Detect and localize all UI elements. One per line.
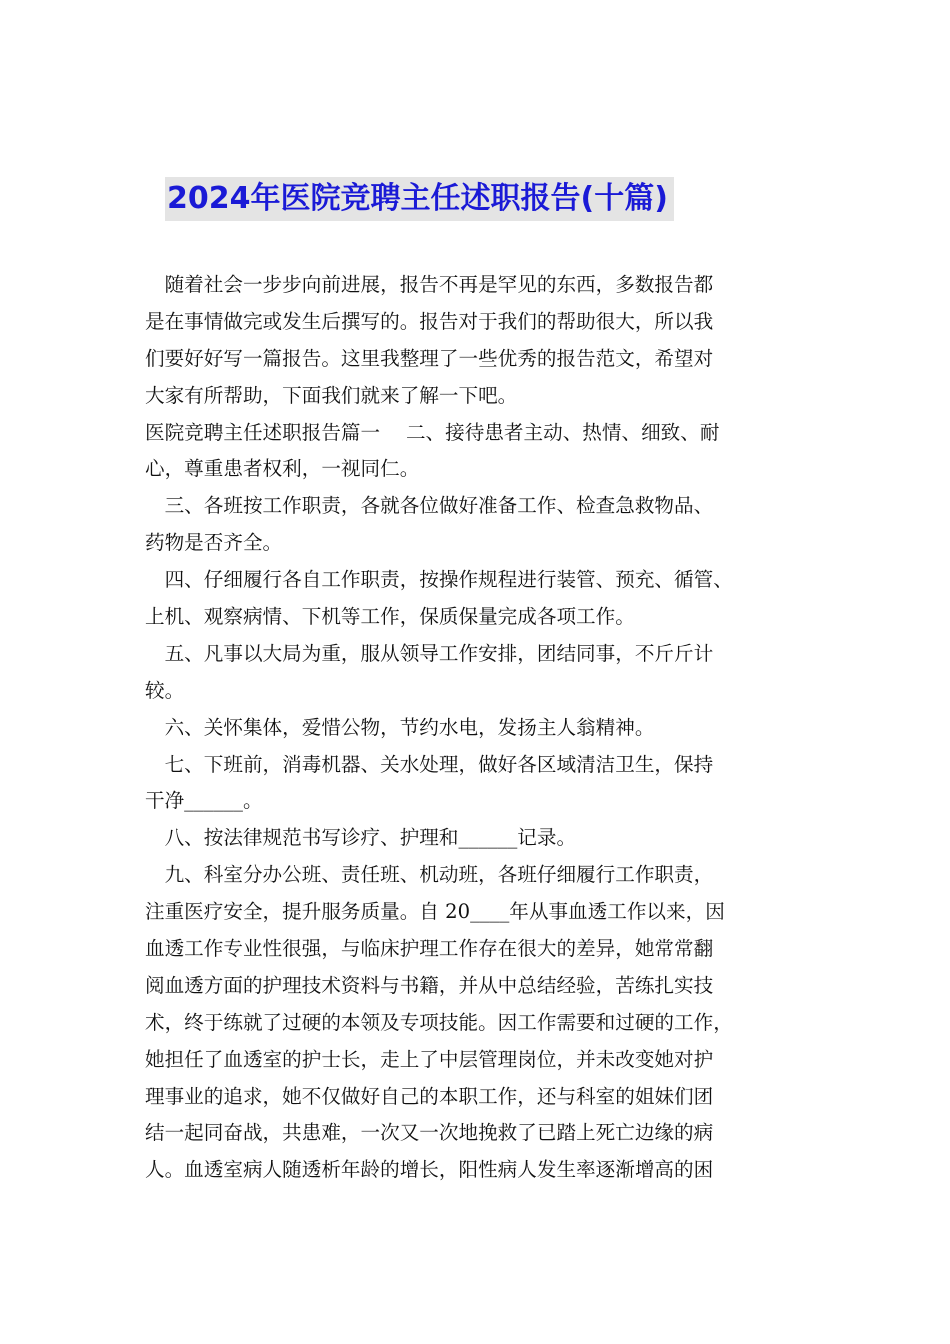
body-line: 八、按法律规范书写诊疗、护理和______记录。 <box>145 826 577 850</box>
body-line: 七、下班前，消毒机器、关水处理，做好各区域清洁卫生，保持 <box>145 752 714 776</box>
body-line: 随着社会一步步向前进展，报告不再是罕见的东西，多数报告都 <box>145 273 714 296</box>
body-line: 理事业的追求，她不仅做好自己的本职工作，还与科室的姐妹们团 <box>145 1084 714 1108</box>
body-line: 上机、观察病情、下机等工作，保质保量完成各项工作。 <box>145 605 635 629</box>
body-line: 四、仔细履行各自工作职责，按操作规程进行装管、预充、循管、 <box>145 568 733 592</box>
body-line: 她担任了血透室的护士长，走上了中层管理岗位，并未改变她对护 <box>145 1047 714 1071</box>
body-line: 人。血透室病人随透析年龄的增长，阳性病人发生率逐渐增高的困 <box>145 1158 714 1182</box>
document-title: 2024年医院竞聘主任述职报告(十篇) <box>165 177 674 221</box>
document-body <box>145 267 813 1189</box>
body-line: 阅血透方面的护理技术资料与书籍，并从中总结经验，苦练扎实技 <box>145 973 714 997</box>
body-line: 九、科室分办公班、责任班、机动班，各班仔细履行工作职责， <box>145 863 714 887</box>
body-line: 大家有所帮助，下面我们就来了解一下吧。 <box>145 383 518 407</box>
body-line: 较。 <box>145 678 185 702</box>
body-line: 是在事情做完或发生后撰写的。报告对于我们的帮助很大，所以我 <box>145 309 714 333</box>
body-line: 注重医疗安全，提升服务质量。自 20____年从事血透工作以来，因 <box>145 900 725 924</box>
body-line: 五、凡事以大局为重，服从领导工作安排，团结同事，不斤斤计 <box>145 641 714 665</box>
body-line: 心，尊重患者权利，一视同仁。 <box>145 457 420 481</box>
body-line: 三、各班按工作职责，各就各位做好准备工作、检查急救物品、 <box>145 494 714 518</box>
body-line: 们要好好写一篇报告。这里我整理了一些优秀的报告范文，希望对 <box>145 346 714 370</box>
body-line: 医院竞聘主任述职报告篇一 二、接待患者主动、热情、细致、耐 <box>145 420 720 444</box>
body-line: 药物是否齐全。 <box>145 531 283 555</box>
body-line: 六、关怀集体，爱惜公物，节约水电，发扬主人翁精神。 <box>145 715 655 739</box>
body-line: 血透工作专业性很强，与临床护理工作存在很大的差异，她常常翻 <box>145 937 714 961</box>
body-line: 干净______。 <box>145 789 263 813</box>
body-line: 术，终于练就了过硬的本领及专项技能。因工作需要和过硬的工作， <box>145 1010 733 1034</box>
body-line: 结一起同奋战，共患难，一次又一次地挽救了已踏上死亡边缘的病 <box>145 1121 714 1145</box>
